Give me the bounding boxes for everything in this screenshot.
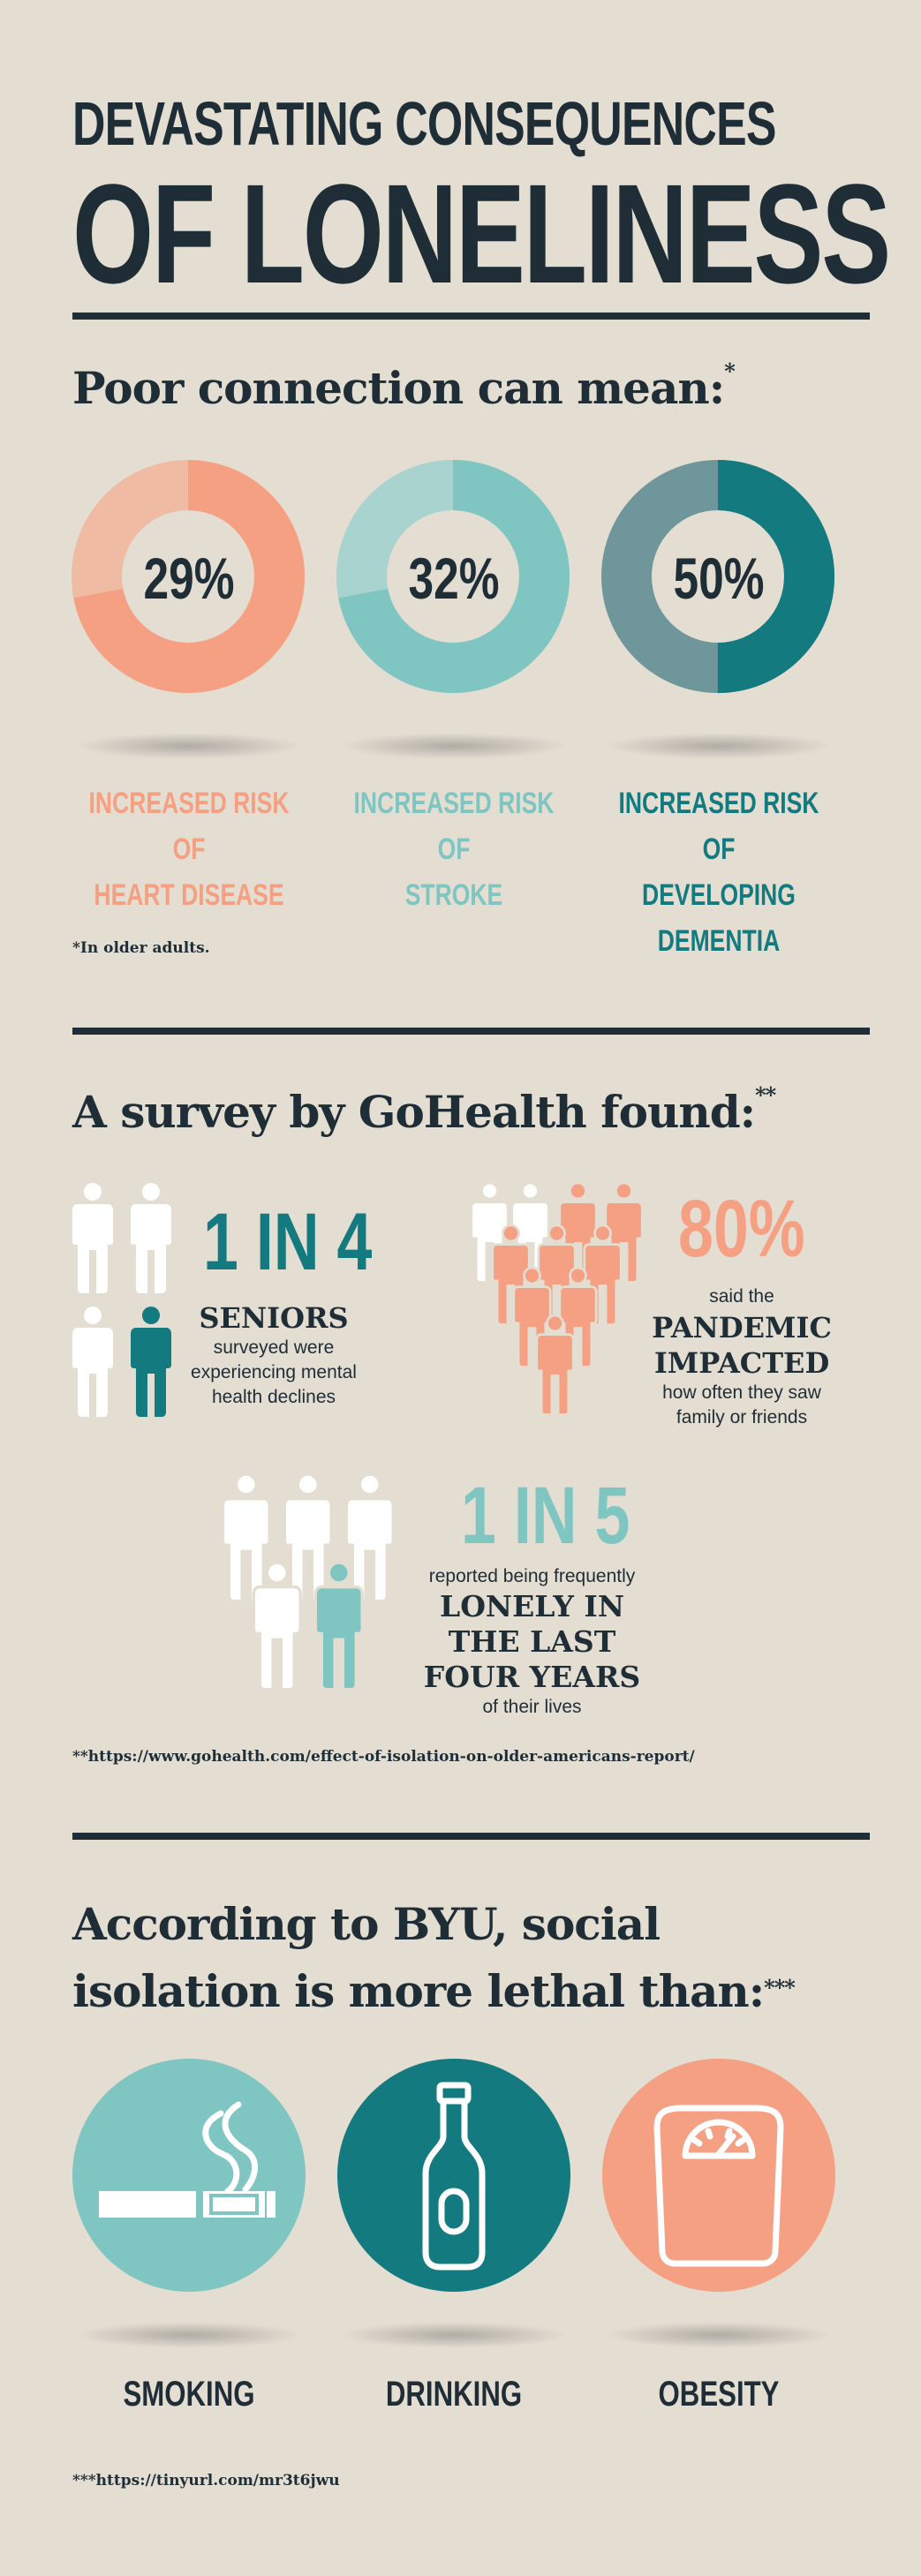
drinking-shadow [339,2322,569,2348]
smoking-circle [72,2059,306,2292]
donut-1-shadow [74,733,304,759]
donut-1-caption: INCREASED RISK OF HEART DISEASE [88,787,290,912]
section2-heading: A survey by GoHealth found:** [72,1082,776,1138]
section1-divider [72,1028,870,1035]
people-1-in-5-icon [221,1474,411,1717]
section1-heading: Poor connection can mean:* [72,358,735,414]
stat1-big: 1 IN 4 [203,1197,373,1287]
person-icon [72,1307,113,1417]
donut-2-label: 32% [408,546,500,611]
obesity-label: OBESITY [658,2375,780,2414]
stat3-pre: reported being frequently [428,1566,636,1586]
section1-footnote: *In older adults. [72,939,210,957]
obesity-circle [602,2059,835,2292]
person-icon [223,1474,269,1601]
donut-2-caption: INCREASED RISK OF STROKE [353,787,555,912]
person-highlight-icon [131,1307,171,1417]
drinking-circle [337,2059,570,2292]
smoking-shadow [74,2322,304,2348]
person-icon [72,1183,113,1293]
crowd-80-percent-icon [470,1183,655,1430]
people-1-in-4-icon [71,1183,185,1426]
drinking-label: DRINKING [385,2375,523,2414]
stat3-big: 1 IN 5 [461,1471,630,1561]
person-icon [284,1474,331,1601]
smoking-label: SMOKING [123,2375,255,2414]
section3-footnote: ***https://tinyurl.com/mr3t6jwu [72,2472,340,2489]
obesity-shadow [604,2322,834,2348]
person-icon [131,1183,171,1293]
donut-3-caption: INCREASED RISK OF DEVELOPING DEMENTIA [618,787,819,958]
donut-3-label: 50% [673,546,765,611]
stat2-bold: PANDEMIC IMPACTED [652,1311,832,1380]
stat3-bold: LONELY IN THE LAST FOUR YEARS [423,1589,641,1694]
donut-2-shadow [339,733,569,759]
stat2-pre: said the [709,1286,774,1307]
stat2-big: 80% [678,1184,805,1274]
stat1-desc: surveyed were experiencing mental health declines [191,1337,357,1407]
title-line-1: DEVASTATING CONSEQUENCES [72,89,776,158]
donut-1-label: 29% [143,546,235,611]
title-divider [72,313,870,320]
stat1-bold: SENIORS [199,1301,349,1335]
section3-heading: According to BYU, social isolation is more lethal than:*** [72,1898,795,2017]
section2-divider [72,1833,870,1840]
stat2-desc: how often they saw family or friends [662,1382,821,1427]
person-icon [346,1474,393,1601]
stat3-post: of their lives [482,1697,582,1717]
donut-3-shadow [604,733,834,759]
title-line-2: OF LONELINESS [72,154,889,313]
section2-footnote: **https://www.gohealth.com/effect-of-isolation-on-older-americans-report/ [72,1748,695,1766]
